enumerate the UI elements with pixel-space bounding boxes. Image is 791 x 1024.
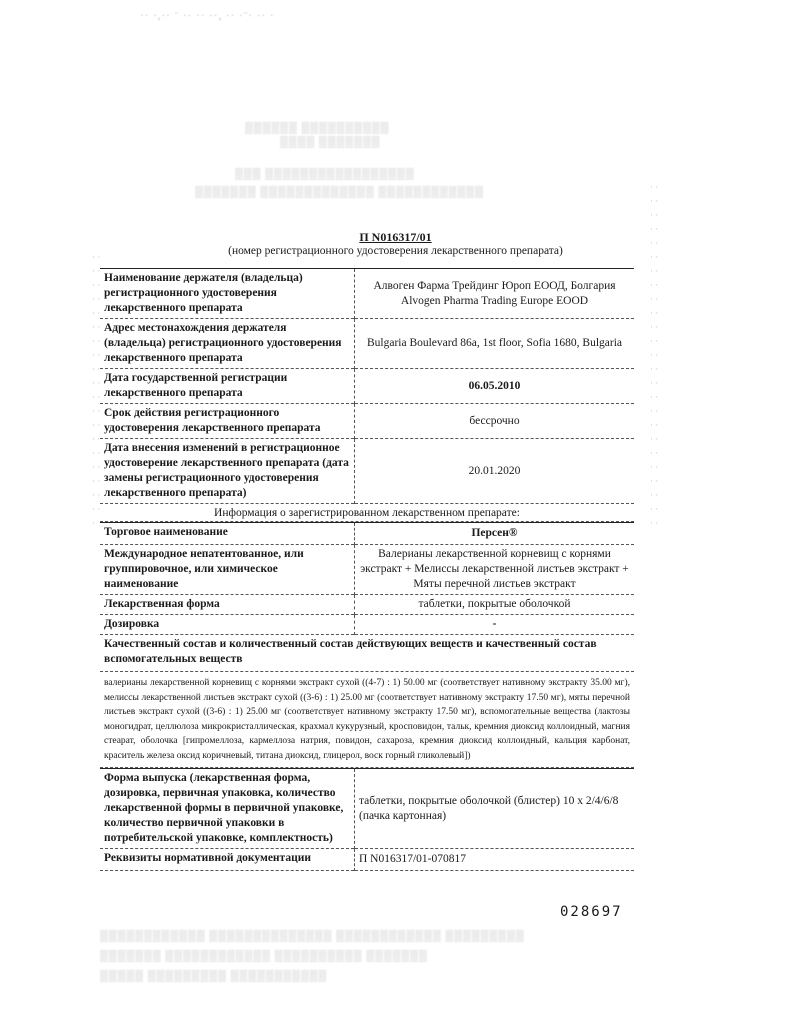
row-value: Bulgaria Boulevard 86a, 1st floor, Sofia 1680, Bulgaria xyxy=(366,337,623,349)
faded-header-mark: ·· ·,·· ¨ ·· ·· ··, ·· ·¨· ·· · xyxy=(140,10,275,22)
table-row xyxy=(100,369,634,404)
table-row xyxy=(100,404,634,439)
row-label: Международное непатентованное, или группировочное, или химическое наименование xyxy=(100,545,355,595)
release-table xyxy=(100,768,634,871)
registration-document xyxy=(100,268,634,871)
table-row xyxy=(100,769,634,849)
table-row xyxy=(100,319,634,369)
margin-noise: · · · · · · · · · · · · · · · · · · · · · · · · · · · · · · · · · · · · · · · · · · · · · · · · · · xyxy=(650,182,659,528)
faded-header-line: ▒▒▒ ▒▒▒▒▒▒▒▒▒▒▒▒▒▒▒▒▒ xyxy=(235,168,415,180)
table-row xyxy=(100,545,634,595)
faded-footer-line: ▒▒▒▒▒▒▒ ▒▒▒▒▒▒▒▒▒▒▒▒ ▒▒▒▒▒▒▒▒▒▒ ▒▒▒▒▒▒▒ xyxy=(100,950,428,962)
row-value: - xyxy=(492,618,497,630)
row-label: Реквизиты нормативной документации xyxy=(100,849,355,871)
registration-number: П N016317/01 xyxy=(359,230,432,244)
row-value: Валерианы лекарственной корневищ с корнями экстракт + Мелиссы лекарственной листьев экстракт + Мяты перечной листьев экстракт xyxy=(360,548,629,590)
composition-heading: Качественный состав и количественный состав действующих веществ и качественный состав вспомогательных веществ xyxy=(100,635,634,672)
row-label: Срок действия регистрационного удостоверения лекарственного препарата xyxy=(100,404,355,439)
faded-header-line: ▒▒▒▒▒▒▒ ▒▒▒▒▒▒▒▒▒▒▒▒▒ ▒▒▒▒▒▒▒▒▒▒▒▒ xyxy=(195,186,484,198)
product-table xyxy=(100,522,634,635)
table-row xyxy=(100,849,634,871)
row-label: Лекарственная форма xyxy=(100,595,355,615)
row-value: бессрочно xyxy=(469,414,520,427)
table-row xyxy=(100,523,634,545)
row-label: Дозировка xyxy=(100,615,355,635)
serial-number: 028697 xyxy=(560,904,623,920)
row-value: П N016317/01-070817 xyxy=(359,853,467,865)
row-value: 20.01.2020 xyxy=(468,464,521,477)
row-label: Торговое наименование xyxy=(100,523,355,545)
faded-footer-line: ▒▒▒▒▒ ▒▒▒▒▒▒▒▒▒ ▒▒▒▒▒▒▒▒▒▒▒ xyxy=(100,970,328,982)
row-value: Алвоген Фарма Трейдинг Юроп ЕООД, Болгария Alvogen Pharma Trading Europe EOOD xyxy=(373,279,616,307)
faded-header-line: ▒▒▒▒ ▒▒▒▒▒▒▒ xyxy=(280,136,381,148)
table-row xyxy=(100,439,634,504)
row-value: 06.05.2010 xyxy=(468,379,521,392)
registration-caption: (номер регистрационного удостоверения лекарственного препарата) xyxy=(228,245,563,257)
info-heading: Информация о зарегистрированном лекарственном препарате: xyxy=(100,504,634,522)
row-value: таблетки, покрытые оболочкой (блистер) 10 х 2/4/6/8 (пачка картонная) xyxy=(359,794,619,822)
holder-table xyxy=(100,268,634,504)
margin-noise: · · · · · · · · · · · · · · · · · · · · · · · · · · · · · · · · · · · · · · · xyxy=(92,252,101,528)
composition-text: валерианы лекарственной корневищ с корнями экстракт сухой ((4-7) : 1) 50.00 мг (соответствует нативному экстракту 35.00 мг), мелиссы лекарственной листьев экстракт сухой ((3-6) : 1) 25.00 мг (соответствует нативному экстракту 17.50 мг), мяты перечной листьев экстракт сухой ((3-6) : 1) 25.00 мг (соответствует нативному экстракту 17.50 мг), вспомогательные вещества (лактозы моногидрат, целлюлоза микрокристаллическая, крахмал кукурузный, кросповидон, тальк, кремния диоксид коллоидный, магния стеарат, оболочка [гипромеллоза, кармеллоза натрия, повидон, сахароза, кремния диоксид коллоидный, кальция карбонат, краситель железа оксид коричневый, титана диоксид, глицерол, воск горный гликолевый]) xyxy=(100,672,634,768)
table-row xyxy=(100,595,634,615)
row-label: Дата внесения изменений в регистрационное удостоверение лекарственного препарата (дата замены регистрационного удостоверения лекарственного препарата) xyxy=(100,439,355,504)
table-row xyxy=(100,269,634,319)
row-value: Персен® xyxy=(471,527,518,539)
row-value: таблетки, покрытые оболочкой xyxy=(418,598,571,610)
faded-footer-line: ▒▒▒▒▒▒▒▒▒▒▒▒ ▒▒▒▒▒▒▒▒▒▒▒▒▒▒ ▒▒▒▒▒▒▒▒▒▒▒▒ ▒▒▒▒▒▒▒▒▒ xyxy=(100,930,525,942)
faded-header-line: ▒▒▒▒▒▒ ▒▒▒▒▒▒▒▒▒▒ xyxy=(245,122,390,134)
row-label: Наименование держателя (владельца) регистрационного удостоверения лекарственного препарата xyxy=(100,269,355,319)
row-label: Форма выпуска (лекарственная форма, дозировка, первичная упаковка, количество лекарственной формы в первичной упаковке, количество первичной упаковки в потребительской упаковке, комплектность) xyxy=(100,769,355,849)
table-row xyxy=(100,615,634,635)
row-label: Дата государственной регистрации лекарственного препарата xyxy=(100,369,355,404)
row-label: Адрес местонахождения держателя (владельца) регистрационного удостоверения лекарственного препарата xyxy=(100,319,355,369)
